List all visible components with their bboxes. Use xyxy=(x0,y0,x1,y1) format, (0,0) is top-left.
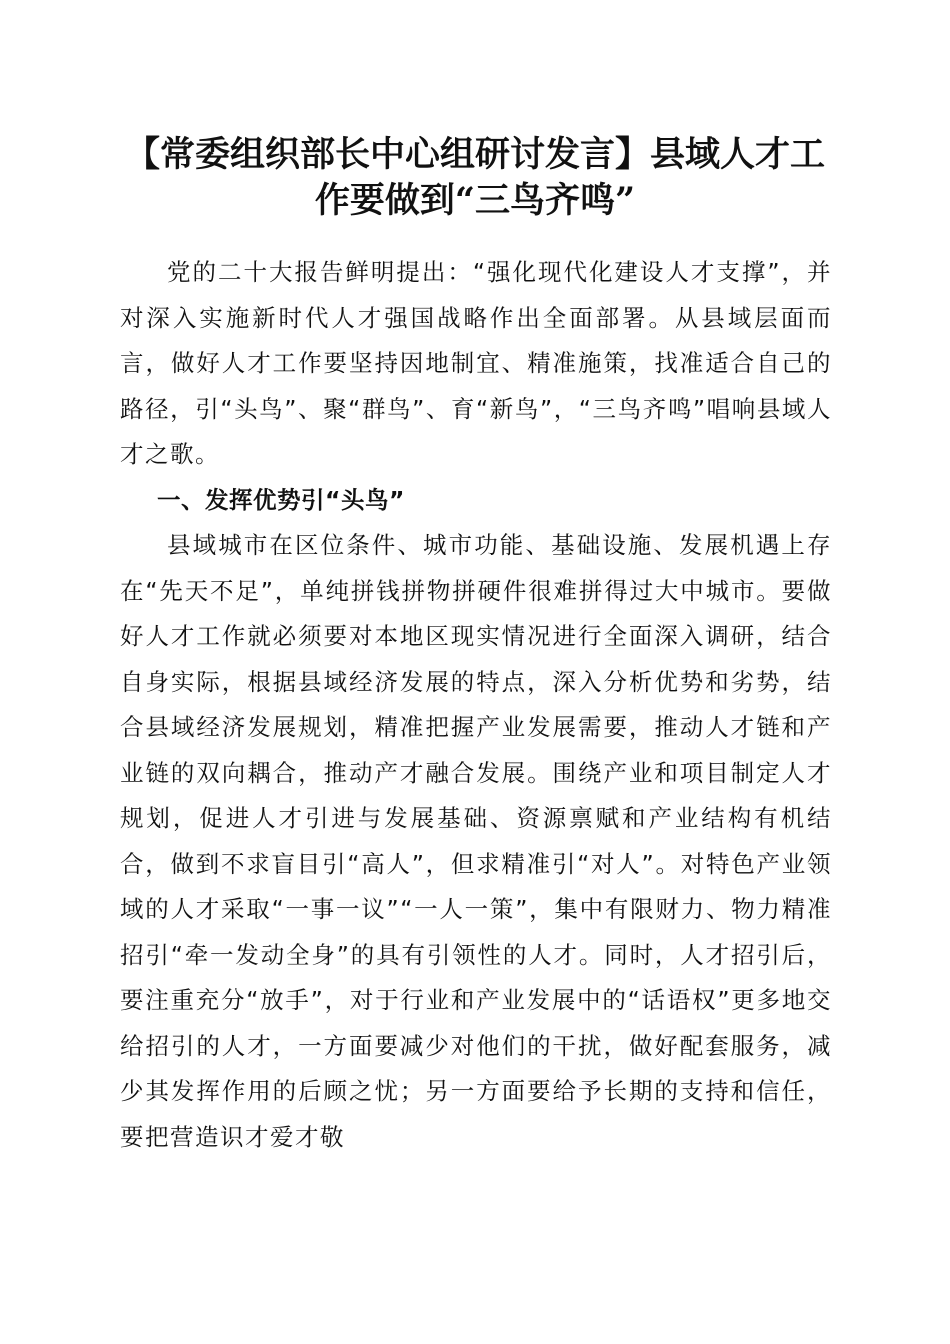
section-1-heading: 一、发挥优势引“头鸟” xyxy=(157,485,405,514)
document-title-line-2: 作要做到“三鸟齐鸣” xyxy=(314,180,636,221)
document-title-line-1: 【常委组织部长中心组研讨发言】县域人才工 xyxy=(124,134,825,175)
document-body xyxy=(120,250,832,1160)
document-title xyxy=(110,132,840,224)
intro-paragraph: 党的二十大报告鲜明提出：“强化现代化建设人才支撑”，并对深入实施新时代人才强国战略作出全面部署。从县域层面而言，做好人才工作要坚持因地制宜、精准施策，找准适合自己的路径，引“头鸟”、聚“群鸟”、育“新鸟”，“三鸟齐鸣”唱响县域人才之歌。 xyxy=(120,258,832,468)
section-1-paragraph: 县域城市在区位条件、城市功能、基础设施、发展机遇上存在“先天不足”，单纯拼钱拼物拼硬件很难拼得过大中城市。要做好人才工作就必须要对本地区现实情况进行全面深入调研，结合自身实际，根据县域经济发展的特点，深入分析优势和劣势，结合县域经济发展规划，精准把握产业发展需要，推动人才链和产业链的双向耦合，推动产才融合发展。围绕产业和项目制定人才规划，促进人才引进与发展基础、资源禀赋和产业结构有机结合，做到不求盲目引“高人”，但求精准引“对人”。对特色产业领域的人才采取“一事一议”“一人一策”，集中有限财力、物力精准招引“牵一发动全身”的具有引领性的人才。同时，人才招引后，要注重充分“放手”，对于行业和产业发展中的“话语权”更多地交给招引的人才，一方面要减少对他们的干扰，做好配套服务，减少其发挥作用的后顾之忧；另一方面要给予长期的支持和信任，要把营造识才爱才敬 xyxy=(120,531,832,1151)
